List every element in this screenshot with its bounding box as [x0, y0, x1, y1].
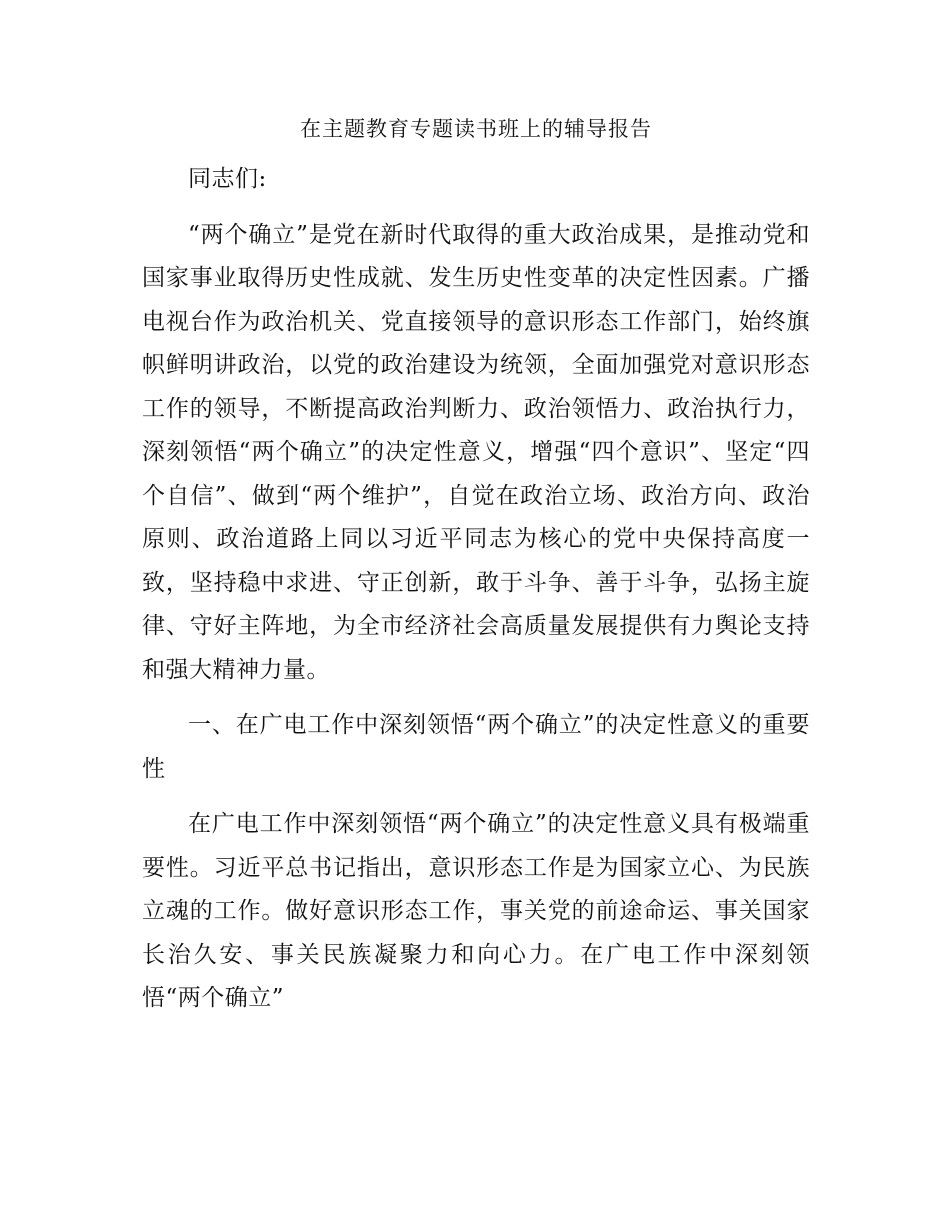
section-heading-1: 一、在广电工作中深刻领悟“两个确立”的决定性意义的重要性	[142, 712, 810, 782]
salutation: 同志们:	[188, 166, 267, 192]
paragraph-section-1: 在广电工作中深刻领悟“两个确立”的决定性意义具有极端重要性。习近平总书记指出，意识形态工作是为国家立心、为民族立魂的工作。做好意识形态工作，事关党的前途命运、事关国家长治久安、事关民族凝聚力和向心力。在广电工作中深刻领悟“两个确立”	[142, 811, 810, 1011]
document-body	[142, 112, 810, 1021]
document-title: 在主题教育专题读书班上的辅导报告	[300, 117, 652, 141]
paragraph-intro: “两个确立”是党在新时代取得的重大政治成果，是推动党和国家事业取得历史性成就、发生历史性变革的决定性因素。广播电视台作为政治机关、党直接领导的意识形态工作部门，始终旗帜鲜明讲政治，以党的政治建设为统领，全面加强党对意识形态工作的领导，不断提高政治判断力、政治领悟力、政治执行力，深刻领悟“两个确立”的决定性意义，增强“四个意识”、坚定“四个自信”、做到“两个维护”，自觉在政治立场、政治方向、政治原则、政治道路上同以习近平同志为核心的党中央保持高度一致，坚持稳中求进、守正创新，敢于斗争、善于斗争，弘扬主旋律、守好主阵地，为全市经济社会高质量发展提供有力舆论支持和强大精神力量。	[142, 221, 810, 683]
